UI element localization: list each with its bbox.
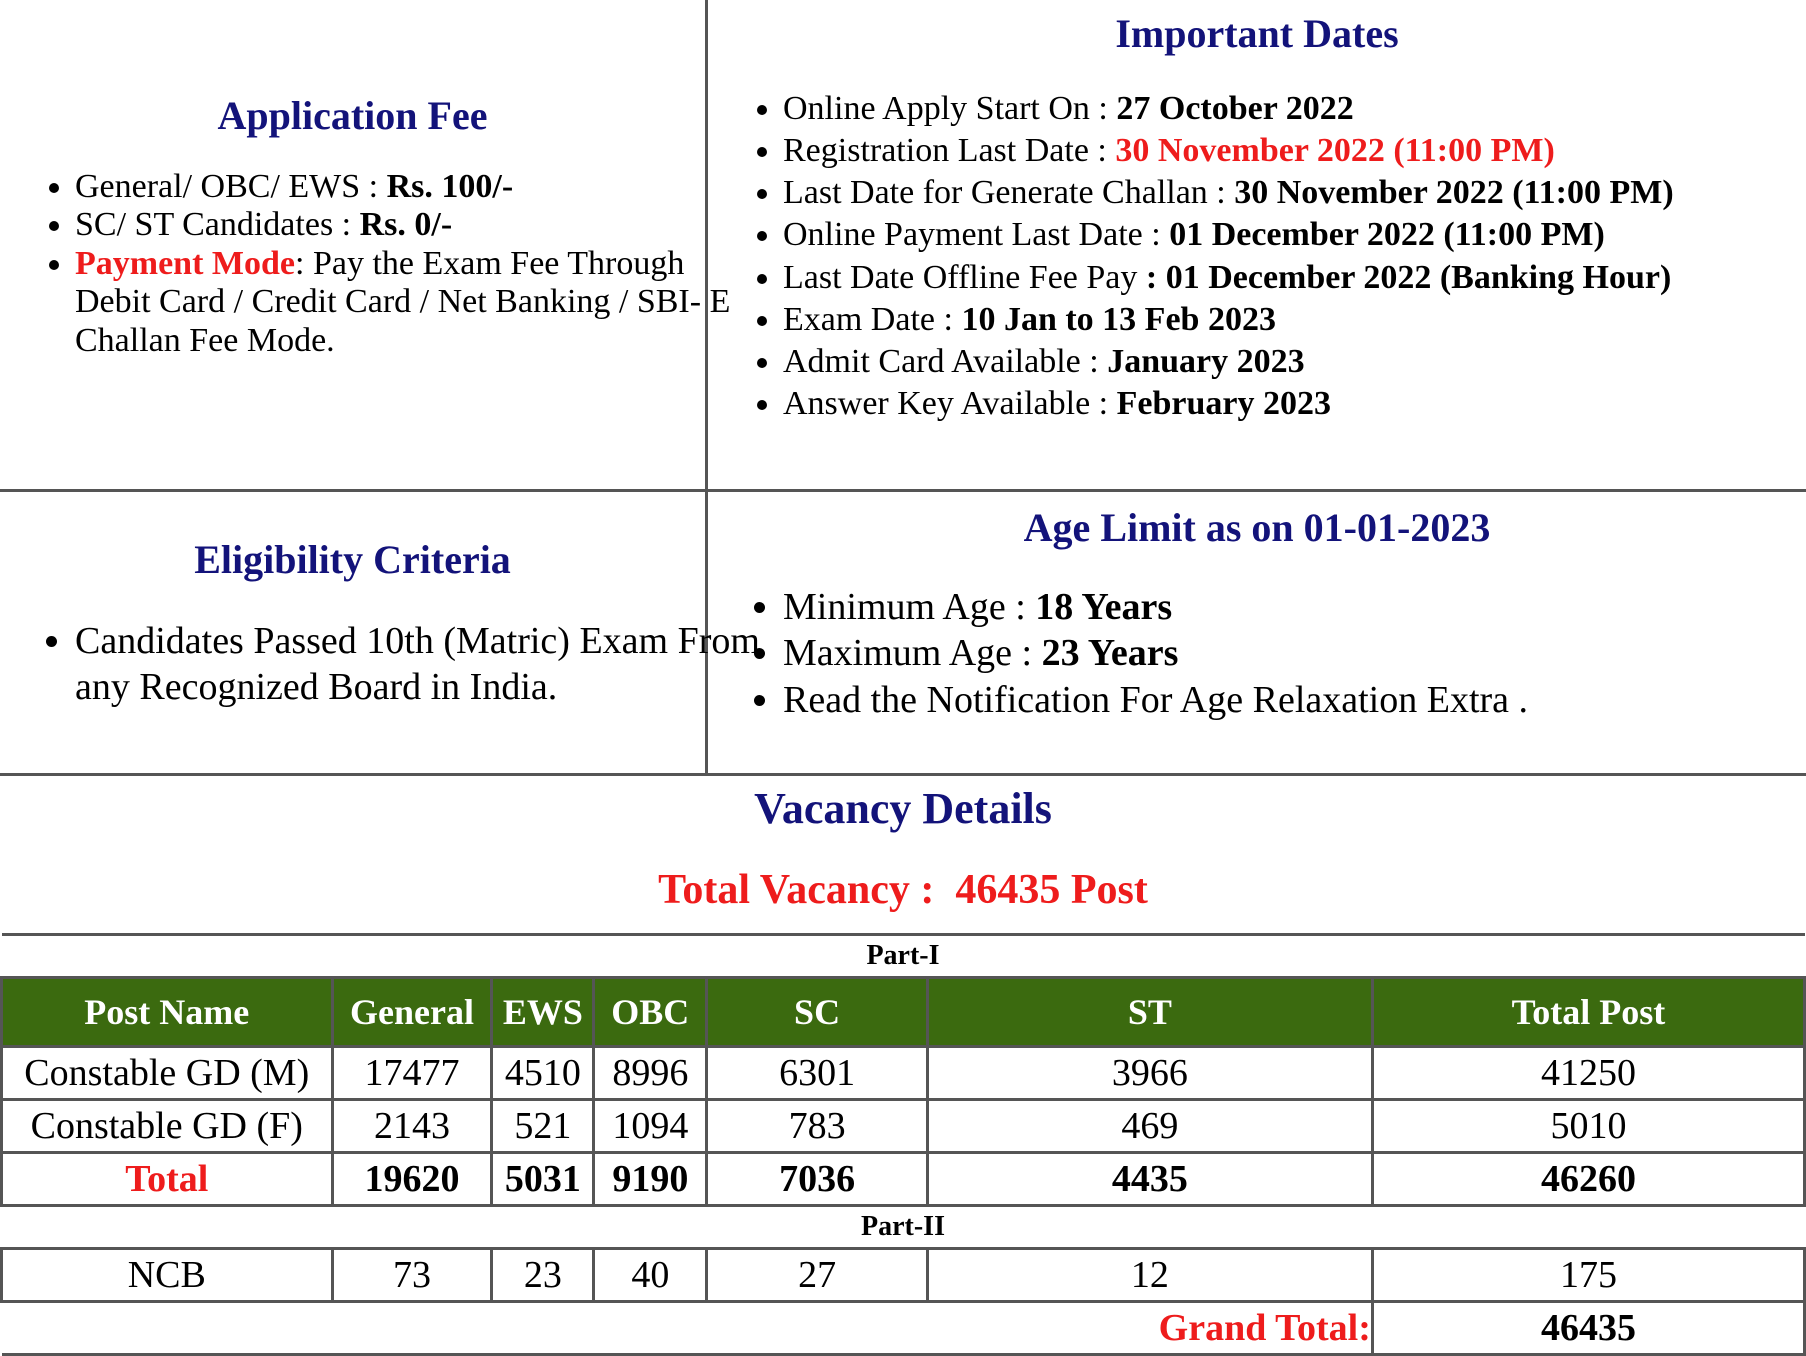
column-header: General (332, 978, 492, 1047)
table-cell: 8996 (594, 1047, 707, 1100)
list-item: • Registration Last Date : 30 November 2022 (11:00 PM) (783, 130, 1806, 172)
age-limit-section (708, 492, 1806, 773)
list-item: • Maximum Age : 23 Years (783, 630, 1806, 676)
table-cell: 41250 (1372, 1047, 1804, 1100)
table-row (2, 1100, 1805, 1153)
list-item: • General/ OBC/ EWS : Rs. 100/- (75, 168, 765, 206)
list-item: • Exam Date : 10 Jan to 13 Feb 2023 (783, 299, 1806, 341)
important-dates-section (708, 0, 1806, 489)
dates-list (708, 88, 1806, 425)
total-vacancy-label: Total Vacancy : 46435 Post (658, 867, 1148, 913)
application-fee-section (0, 0, 731, 489)
table-cell: 73 (332, 1249, 492, 1302)
vacancy-title: Vacancy Details (754, 784, 1052, 833)
table-cell: 19620 (332, 1153, 492, 1206)
list-item: • Payment Mode: Pay the Exam Fee Through Debit Card / Credit Card / Net Banking / SBI- E Challan Fee Mode. (75, 245, 765, 360)
table-cell: 7036 (707, 1153, 928, 1206)
table-header-row (2, 978, 1805, 1047)
table-cell: 6301 (707, 1047, 928, 1100)
grand-total-label: Grand Total: (2, 1302, 1373, 1355)
table-cell: 783 (707, 1100, 928, 1153)
column-header: ST (927, 978, 1372, 1047)
payment-mode-label: Payment Mode (75, 244, 296, 282)
list-item: • SC/ ST Candidates : Rs. 0/- (75, 206, 765, 244)
table-cell: 40 (594, 1249, 707, 1302)
grand-total-value: 46435 (1372, 1302, 1804, 1355)
list-item: • Online Payment Last Date : 01 December 2022 (11:00 PM) (783, 214, 1806, 256)
list-item: • Minimum Age : 18 Years (783, 584, 1806, 630)
table-cell: 27 (707, 1249, 928, 1302)
table-cell: Constable GD (M) (2, 1047, 333, 1100)
list-item: • Last Date Offline Fee Pay : 01 December 2022 (Banking Hour) (783, 257, 1806, 299)
table-cell: 5010 (1372, 1100, 1804, 1153)
list-item: • Answer Key Available : February 2023 (783, 383, 1806, 425)
table-cell: Total (2, 1153, 333, 1206)
list-item: • Read the Notification For Age Relaxation Extra . (783, 677, 1806, 723)
table-cell: 9190 (594, 1153, 707, 1206)
part-1-label: Part-I (2, 935, 1805, 978)
table-cell: 521 (492, 1100, 594, 1153)
table-cell: 175 (1372, 1249, 1804, 1302)
table-cell: Constable GD (F) (2, 1100, 333, 1153)
table-cell: NCB (2, 1249, 333, 1302)
column-header: Total Post (1372, 978, 1804, 1047)
grand-total-row (2, 1302, 1805, 1355)
list-item: • Admit Card Available : January 2023 (783, 341, 1806, 383)
table-cell: 3966 (927, 1047, 1372, 1100)
column-header: SC (707, 978, 928, 1047)
eligibility-section (0, 492, 760, 773)
column-header: Post Name (2, 978, 333, 1047)
table-cell: 17477 (332, 1047, 492, 1100)
total-row (2, 1153, 1805, 1206)
age-limit-list (708, 584, 1806, 723)
part-2-label: Part-II (2, 1206, 1805, 1249)
fee-list (0, 168, 765, 360)
list-item: • Online Apply Start On : 27 October 2022 (783, 88, 1806, 130)
column-header: EWS (492, 978, 594, 1047)
application-fee-title: Application Fee (217, 93, 488, 138)
age-limit-title: Age Limit as on 01-01-2023 (1023, 505, 1491, 550)
table-cell: 23 (492, 1249, 594, 1302)
important-dates-title: Important Dates (1115, 11, 1399, 56)
eligibility-list (0, 618, 780, 711)
table-cell: 4510 (492, 1047, 594, 1100)
table-row (2, 1047, 1805, 1100)
table-cell: 2143 (332, 1100, 492, 1153)
table-cell: 4435 (927, 1153, 1372, 1206)
table-cell: 12 (927, 1249, 1372, 1302)
table-cell: 5031 (492, 1153, 594, 1206)
table-row (2, 1249, 1805, 1302)
list-item: • Candidates Passed 10th (Matric) Exam From any Recognized Board in India. (75, 618, 780, 711)
vacancy-table (0, 933, 1806, 1356)
eligibility-title: Eligibility Criteria (194, 537, 511, 582)
list-item: • Last Date for Generate Challan : 30 November 2022 (11:00 PM) (783, 172, 1806, 214)
table-cell: 469 (927, 1100, 1372, 1153)
table-cell: 46260 (1372, 1153, 1804, 1206)
divider-horizontal (0, 773, 1806, 776)
column-header: OBC (594, 978, 707, 1047)
table-cell: 1094 (594, 1100, 707, 1153)
